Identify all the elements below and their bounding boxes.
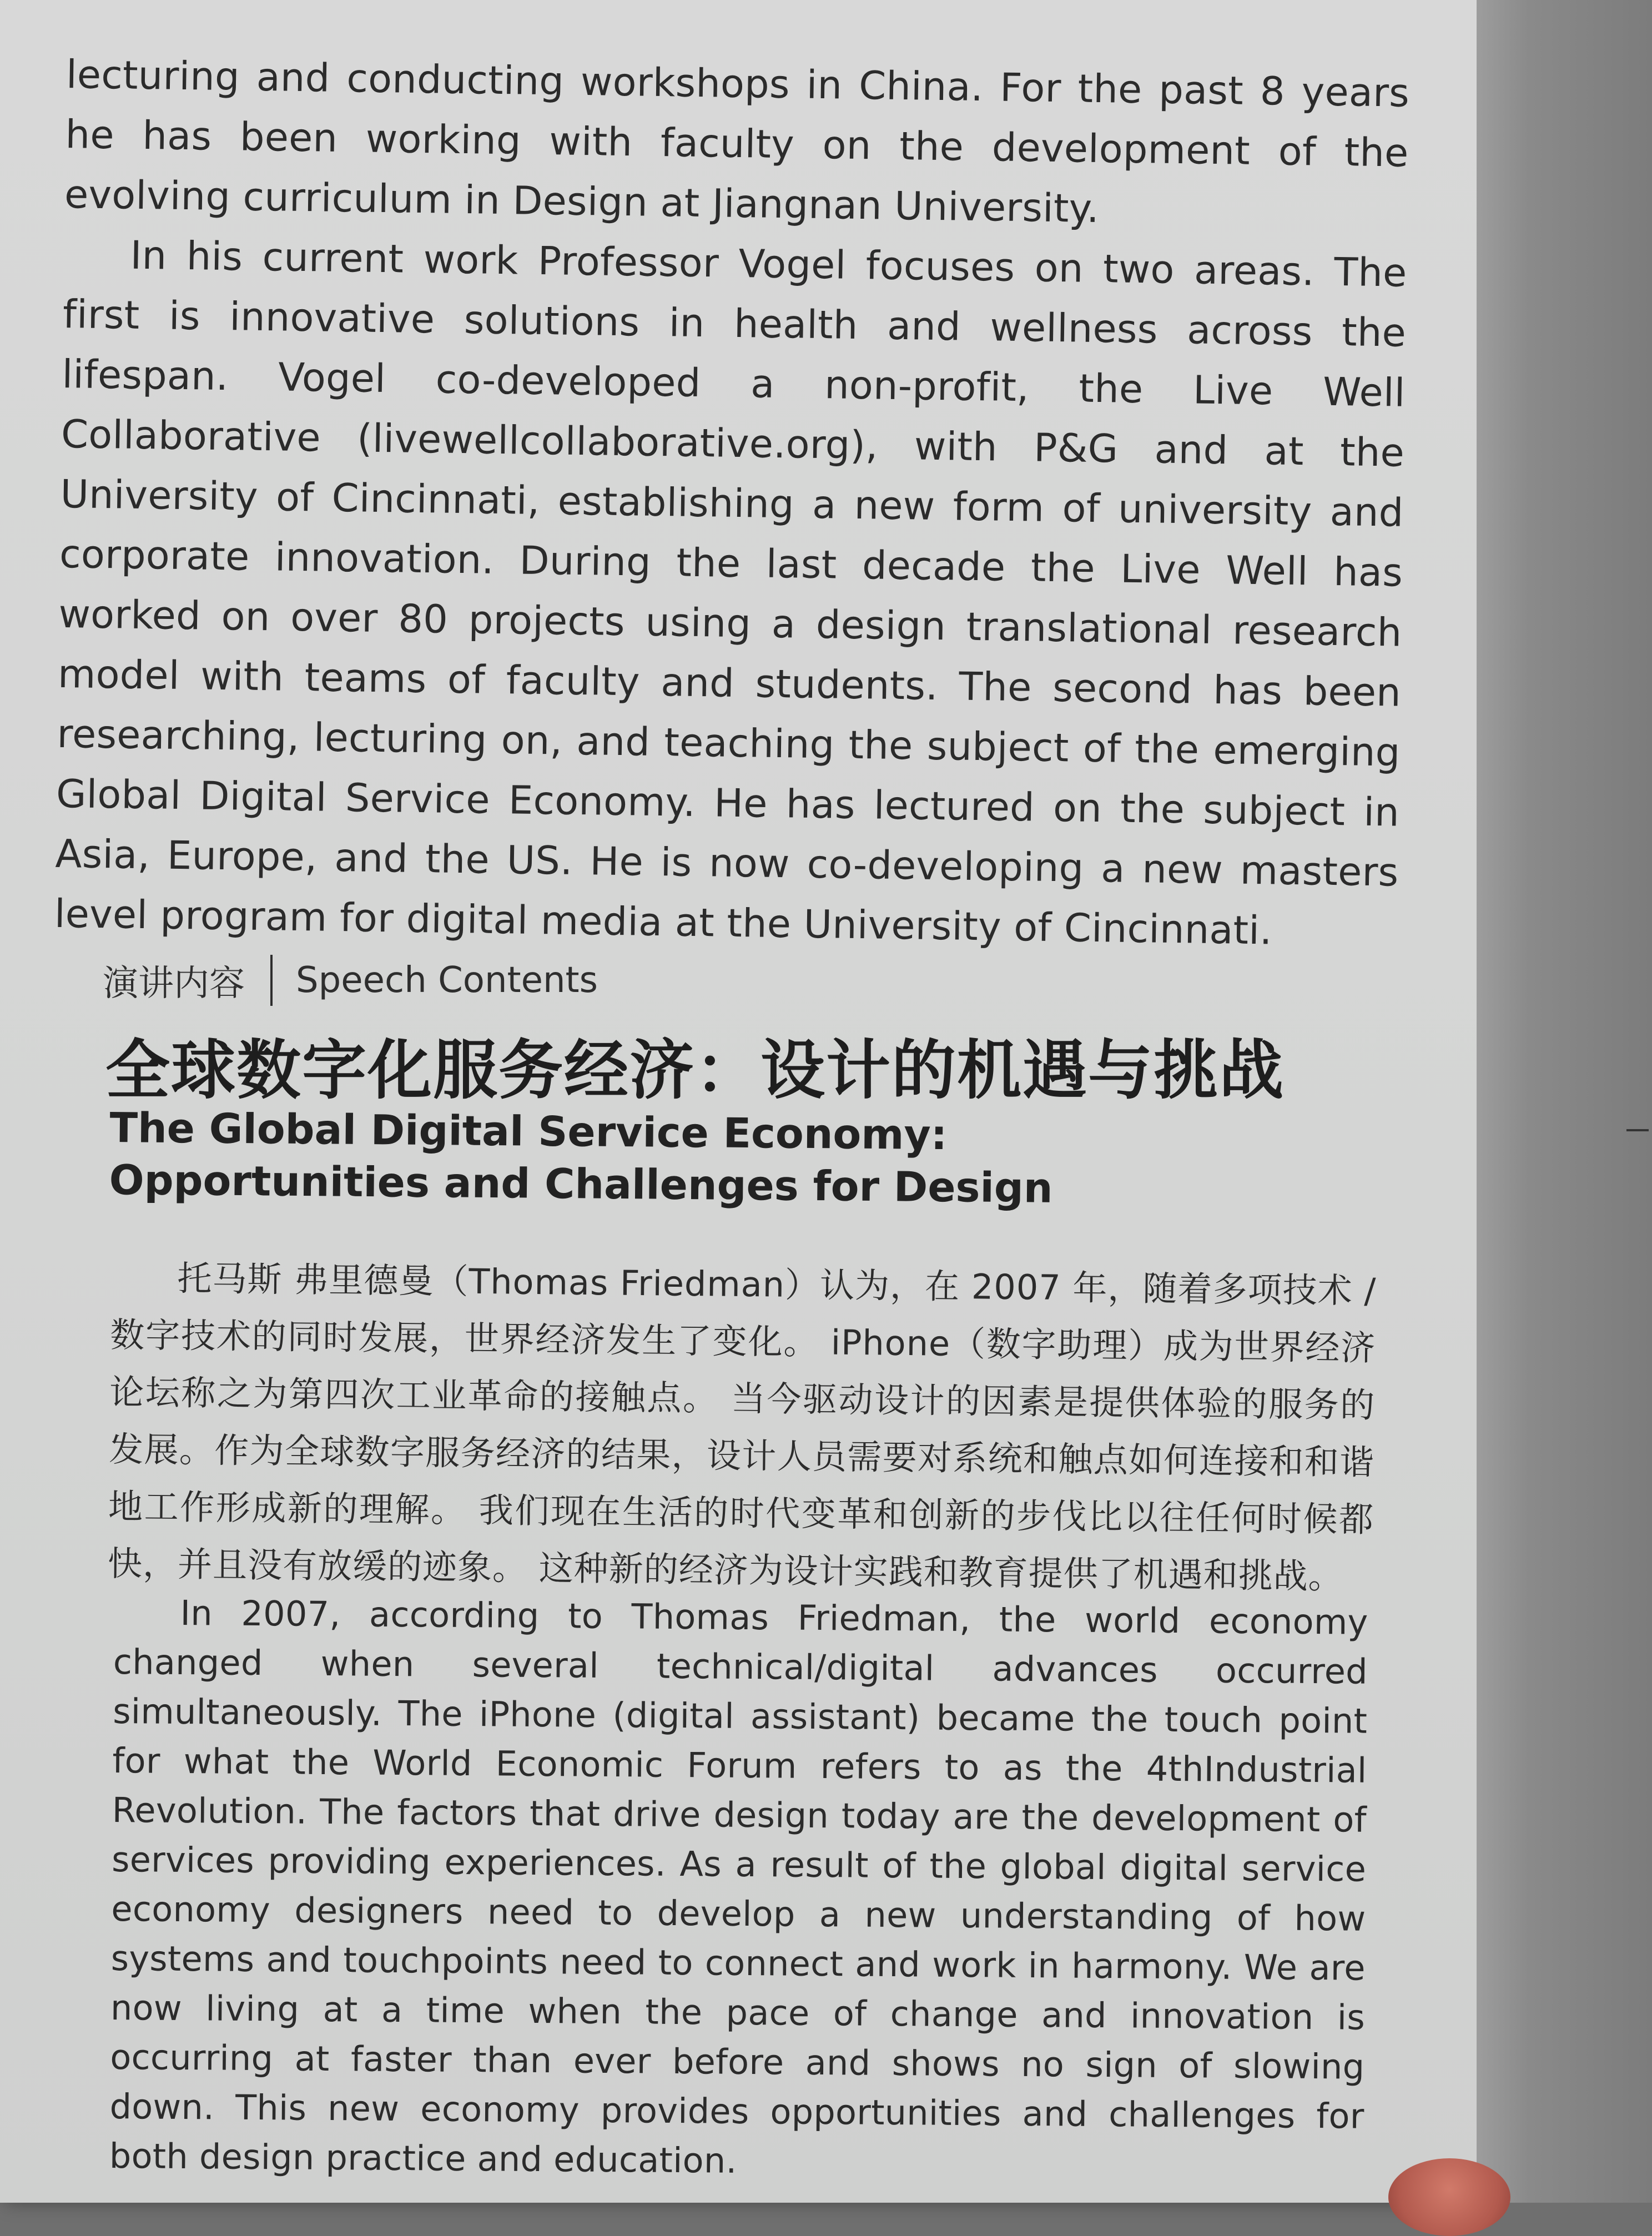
talk-title-en-line-1: The Global Digital Service Economy: — [109, 1104, 948, 1160]
page-edge-mark — [1626, 1129, 1649, 1131]
section-label-cn: 演讲内容 — [103, 963, 245, 1004]
talk-title-en-line-2: Opportunities and Challenges for Design — [109, 1156, 1053, 1212]
talk-abstract-cn — [108, 1249, 1377, 1605]
bio-paragraph-2: In his current work Professor Vogel focuses on two areas. The first is innovative solutions in health and wellness across the lifespan. Vogel co-developed a non-profit, the Live Well Collaborative (livewellcollaborative.org), with P&G and at the University of Cincinnati, establishing a new form of university and corporate innovation. During the last decade the Live Well has worked on over 80 projects using a design translational research model with teams of faculty and students. The second has been researching, lecturing on, and teaching the subject of the emerging Global Digital Service Economy. He has lectured on the subject in Asia, Europe, and the US. He is now co-developing a new masters level program for digital media at the University of Cincinnati. — [54, 232, 1408, 954]
talk-abstract-en — [109, 1588, 1368, 2190]
section-label-en: Speech Contents — [296, 960, 598, 1001]
section-label — [103, 955, 598, 1006]
talk-title-cn: 全球数字化服务经济：设计的机遇与挑战 — [105, 1033, 1285, 1108]
page-edge-shadow — [1477, 0, 1652, 2203]
bio-text — [54, 44, 1409, 963]
abstract-en-paragraph: In 2007, according to Thomas Friedman, the world economy changed when several technical/digital advances occurred simultaneously. The iPhone (digital assistant) became the touch point for what the World Economic Forum refers to as the 4thIndustrial Revolution. The factors that drive design today are the development of services providing experiences. As a result of the global digital service economy designers need to develop a new understanding of how systems and touchpoints need to connect and work in harmony. We are now living at a time when the pace of change and innovation is occurring at faster than ever before and shows no sign of slowing down. This new economy provides opportunities and challenges for both design practice and education. — [109, 1592, 1368, 2181]
bio-paragraph-1: lecturing and conducting workshops in China. For the past 8 years he has been working with faculty on the development of the evolving curriculum in Design at Jiangnan University. — [64, 51, 1410, 231]
thumb-tip — [1388, 2158, 1510, 2236]
section-divider — [270, 955, 273, 1006]
abstract-cn-paragraph: 托马斯 弗里德曼（Thomas Friedman）认为，在 2007 年，随着多项技术 / 数字技术的同时发展，世界经济发生了变化。 iPhone（数字助理）成为世界经济论坛称之为第四次工业革命的接触点。 当今驱动设计的因素是提供体验的服务的发展。作为全球数字服务经济的结果，设计人员需要对系统和触点如何连接和和谐地工作形成新的理解。 我们现在生活的时代变革和创新的步伐比以往任何时候都快，并且没有放缓的迹象。 这种新的经济为设计实践和教育提供了机遇和挑战。 — [107, 1258, 1377, 1597]
talk-title-en — [109, 1102, 1054, 1215]
